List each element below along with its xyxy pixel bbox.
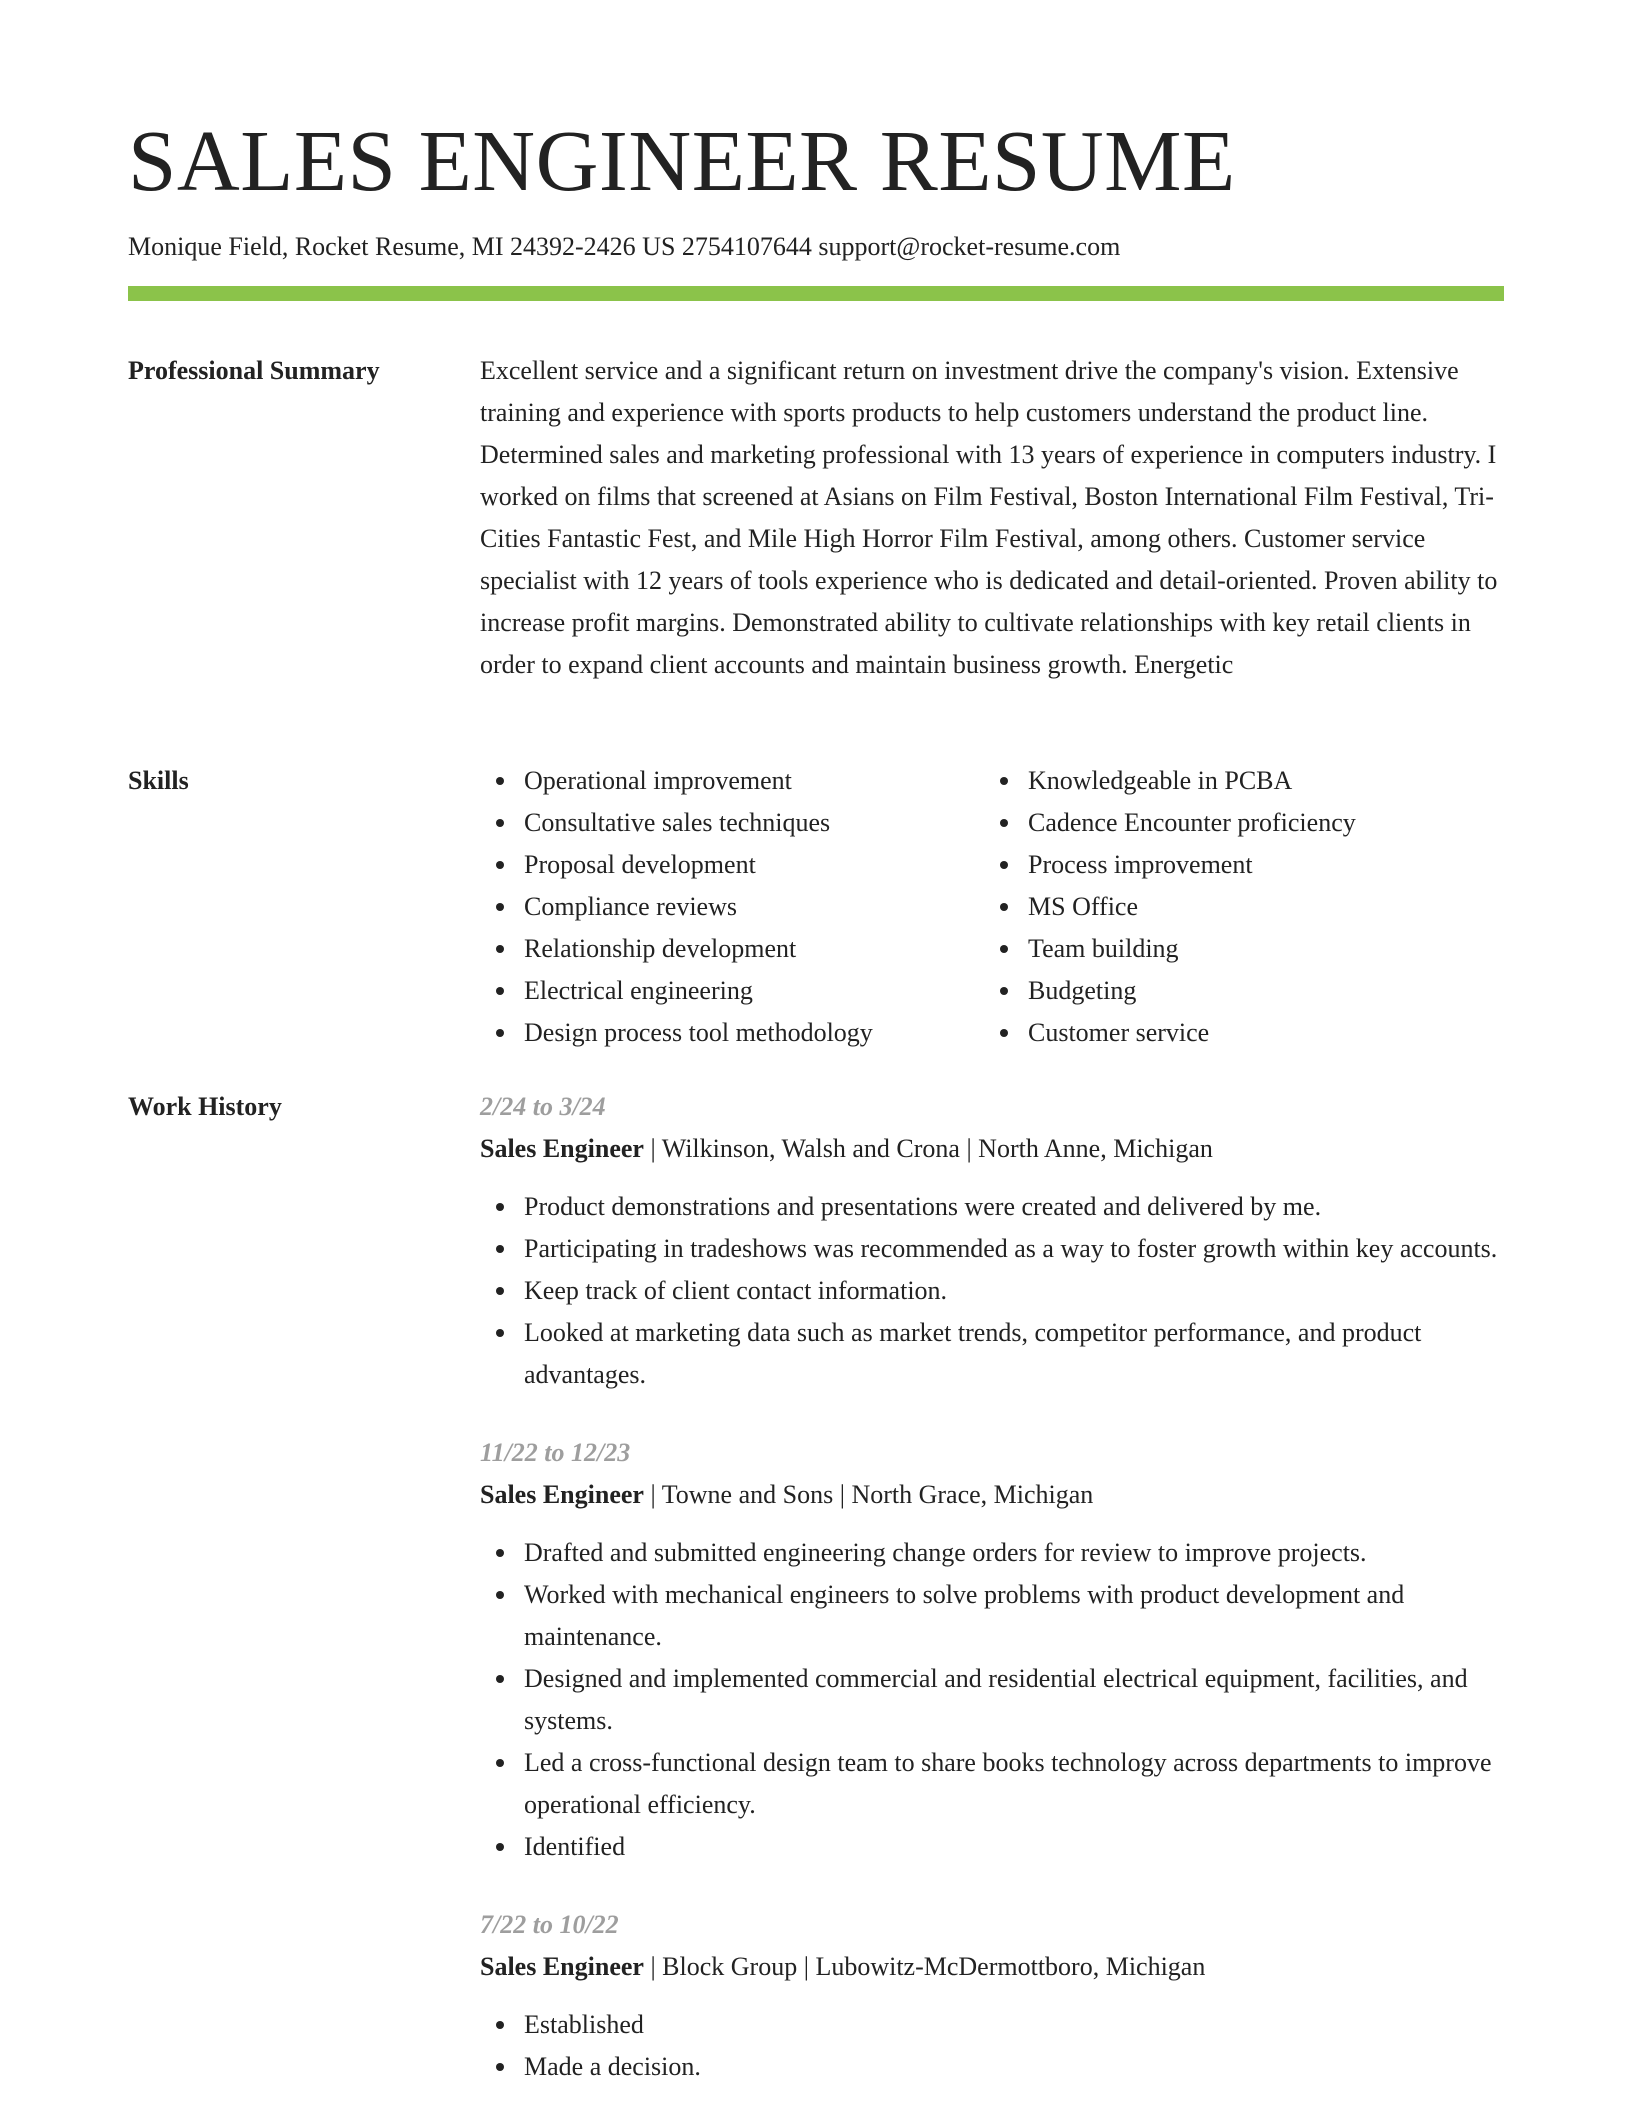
skills-list-left (480, 760, 984, 1054)
job-dates: 2/24 to 3/24 (480, 1092, 606, 1121)
skill-item: Consultative sales techniques (480, 802, 984, 844)
job-dates: 11/22 to 12/23 (480, 1438, 631, 1467)
work-history-label: Work History (128, 1092, 282, 1121)
skill-item: Budgeting (984, 970, 1488, 1012)
job-title: Sales Engineer (480, 1952, 644, 1981)
job-heading (480, 1474, 1504, 1516)
job-bullet: Identified (480, 1826, 1504, 1868)
job-bullet: Participating in tradeshows was recommended as a way to foster growth within key accounts. (480, 1228, 1504, 1270)
job-bullet: Drafted and submitted engineering change orders for review to improve projects. (480, 1532, 1504, 1574)
job-bullets (480, 1186, 1504, 1396)
job-bullet: Established (480, 2004, 1504, 2046)
job-location: North Anne, Michigan (978, 1134, 1213, 1163)
skill-item: Knowledgeable in PCBA (984, 760, 1488, 802)
skill-item: Customer service (984, 1012, 1488, 1054)
accent-divider (128, 286, 1504, 301)
job-entry (480, 1432, 1504, 1868)
job-bullet: Product demonstrations and presentations were created and delivered by me. (480, 1186, 1504, 1228)
skill-item: Electrical engineering (480, 970, 984, 1012)
job-heading (480, 1128, 1504, 1170)
skill-item: Process improvement (984, 844, 1488, 886)
job-title: Sales Engineer (480, 1134, 644, 1163)
skill-item: MS Office (984, 886, 1488, 928)
separator: | (797, 1952, 816, 1981)
job-bullet: Led a cross-functional design team to share books technology across departments to improve operational efficiency. (480, 1742, 1504, 1826)
separator: | (643, 1134, 662, 1163)
job-company: Wilkinson, Walsh and Crona (661, 1134, 960, 1163)
skill-item: Operational improvement (480, 760, 984, 802)
separator: | (959, 1134, 979, 1163)
job-bullet: Looked at marketing data such as market trends, competitor performance, and product advantages. (480, 1312, 1504, 1396)
job-company: Towne and Sons (661, 1480, 834, 1509)
skill-item: Proposal development (480, 844, 984, 886)
job-bullets (480, 1532, 1504, 1868)
job-entry (480, 1904, 1504, 2088)
job-bullet: Made a decision. (480, 2046, 1504, 2088)
job-location: Lubowitz-McDermottboro, Michigan (815, 1952, 1206, 1981)
job-heading (480, 1946, 1504, 1988)
skill-item: Compliance reviews (480, 886, 984, 928)
skill-item: Team building (984, 928, 1488, 970)
job-entry (480, 1086, 1504, 1396)
job-bullets (480, 2004, 1504, 2088)
skills-list-right (984, 760, 1488, 1054)
job-dates: 7/22 to 10/22 (480, 1910, 619, 1939)
job-bullet: Designed and implemented commercial and residential electrical equipment, facilities, and systems. (480, 1658, 1504, 1742)
page-title: SALES ENGINEER RESUME (128, 112, 1236, 209)
job-title: Sales Engineer (480, 1480, 644, 1509)
separator: | (833, 1480, 852, 1509)
summary-text: Excellent service and a significant return on investment drive the company's vision. Extensive training and experience with sports products to help customers understand the product line. Determined sales and marketing professional with 13 years of experience in computers industry. I worked on films that screened at Asians on Film Festival, Boston International Film Festival, Tri-Cities Fantastic Fest, and Mile High Horror Film Festival, among others. Customer service specialist with 12 years of tools experience who is dedicated and detail-oriented. Proven ability to increase profit margins. Demonstrated ability to cultivate relationships with key retail clients in order to expand client accounts and maintain business growth. Energetic (480, 356, 1498, 679)
separator: | (643, 1480, 662, 1509)
skill-item: Relationship development (480, 928, 984, 970)
job-bullet: Keep track of client contact information. (480, 1270, 1504, 1312)
skills-label: Skills (128, 766, 189, 795)
summary-label: Professional Summary (128, 356, 380, 385)
separator: | (643, 1952, 663, 1981)
job-bullet: Worked with mechanical engineers to solve problems with product development and maintenance. (480, 1574, 1504, 1658)
skill-item: Design process tool methodology (480, 1012, 984, 1054)
job-company: Block Group (662, 1952, 798, 1981)
job-location: North Grace, Michigan (851, 1480, 1094, 1509)
skill-item: Cadence Encounter proficiency (984, 802, 1488, 844)
contact-line: Monique Field, Rocket Resume, MI 24392-2426 US 2754107644 support@rocket-resume.com (128, 232, 1121, 261)
